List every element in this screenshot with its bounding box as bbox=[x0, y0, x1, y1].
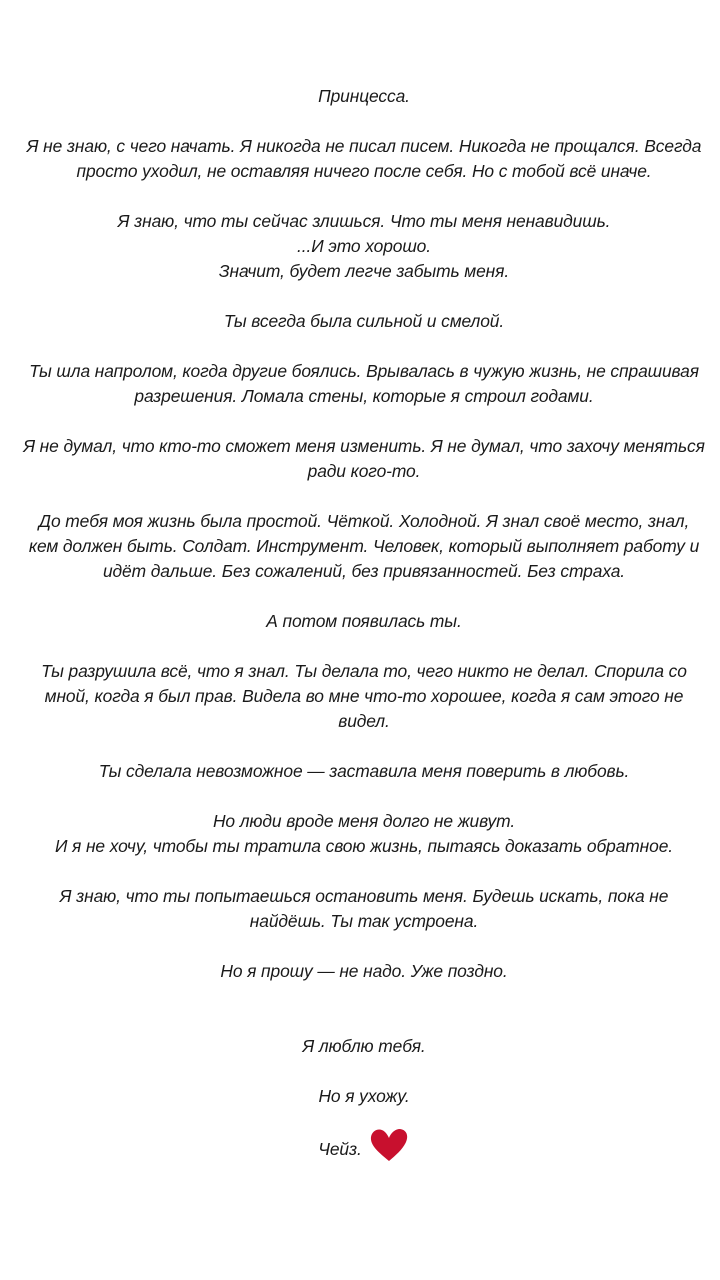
letter bbox=[22, 84, 706, 1164]
letter-paragraph: Но люди вроде меня долго не живут. И я не хочу, чтобы ты тратила свою жизнь, пытаясь доказать обратное. bbox=[54, 811, 674, 856]
letter-paragraph: Ты сделала невозможное — заставила меня поверить в любовь. bbox=[98, 761, 630, 781]
love-line: Я люблю тебя. bbox=[302, 1036, 426, 1056]
letter-paragraph: А потом появилась ты. bbox=[266, 611, 462, 631]
letter-paragraph: Но я прошу — не надо. Уже поздно. bbox=[220, 961, 508, 981]
leaving-line: Но я ухожу. bbox=[318, 1086, 410, 1106]
letter-greeting: Принцесса. bbox=[318, 86, 410, 106]
signature bbox=[318, 1134, 409, 1164]
signature-row bbox=[22, 1134, 706, 1164]
letter-paragraph: Я знаю, что ты попытаешься остановить меня. Будешь искать, пока не найдёшь. Ты так устроена. bbox=[59, 886, 669, 931]
signature-name: Чейз. bbox=[318, 1138, 362, 1159]
heart-icon bbox=[368, 1126, 410, 1164]
letter-paragraph: Я знаю, что ты сейчас злишься. Что ты меня ненавидишь. ...И это хорошо. Значит, будет легче забыть меня. bbox=[117, 211, 611, 281]
letter-paragraph: Я не думал, что кто-то сможет меня изменить. Я не думал, что захочу меняться ради кого-то. bbox=[23, 436, 705, 481]
letter-paragraph: Ты шла напролом, когда другие боялись. Врывалась в чужую жизнь, не спрашивая разрешения. Ломала стены, которые я строил годами. bbox=[29, 361, 699, 406]
letter-paragraph: Ты разрушила всё, что я знал. Ты делала то, чего никто не делал. Спорила со мной, когда я был прав. Видела во мне что-то хорошее, когда я сам этого не видел. bbox=[41, 661, 687, 731]
letter-paragraph: Я не знаю, с чего начать. Я никогда не писал писем. Никогда не прощался. Всегда просто уходил, не оставляя ничего после себя. Но с тобой всё иначе. bbox=[26, 136, 702, 181]
letter-paragraph: Ты всегда была сильной и смелой. bbox=[223, 311, 505, 331]
letter-paragraph: До тебя моя жизнь была простой. Чёткой. Холодной. Я знал своё место, знал, кем должен быть. Солдат. Инструмент. Человек, который выполняет работу и идёт дальше. Без сожалений, без привязанностей. Без страха. bbox=[28, 511, 700, 581]
